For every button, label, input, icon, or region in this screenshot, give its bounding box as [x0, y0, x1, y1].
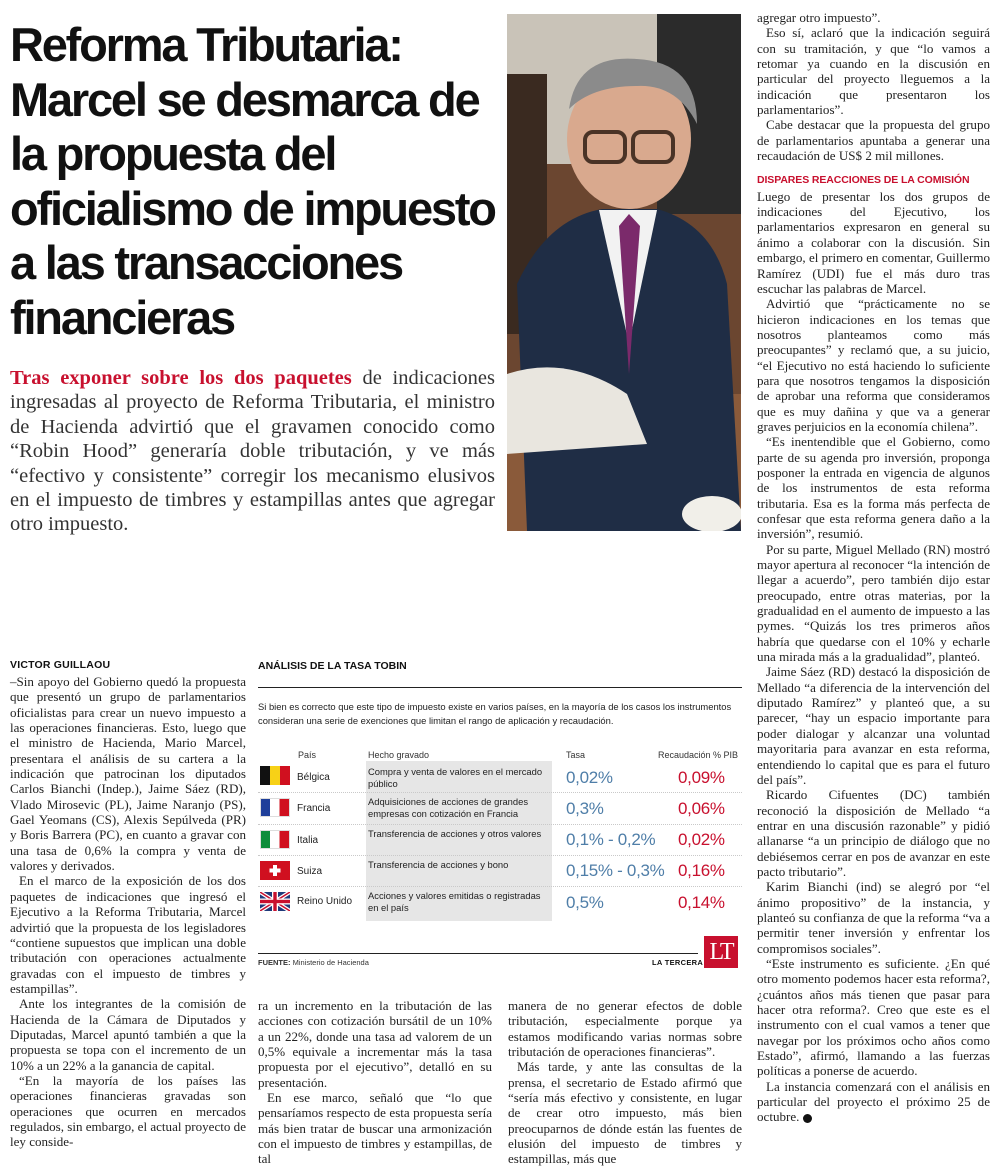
revenue-value: 0,02% — [678, 830, 725, 849]
header-rate: Tasa — [566, 750, 586, 760]
lead-text: de indicaciones ingresadas al proyecto de Reforma Tributaria, el ministro de Hacienda advirtió que el gravamen conocido como “Robin Hood” generaría doble tributación, y ve más “efectivo y consistente” corregir los mecanismo elusivos en el impuesto de timbres y estampillas antes que agregar otro impuesto. — [10, 367, 496, 536]
revenue-value: 0,16% — [678, 861, 725, 880]
revenue-value: 0,09% — [678, 768, 725, 787]
article-column-1 — [10, 674, 246, 1150]
paragraph-final — [757, 1079, 990, 1125]
la-tercera-logo: LT — [704, 936, 738, 968]
divider — [258, 953, 698, 954]
divider — [258, 687, 742, 688]
row-divider — [258, 824, 742, 825]
italy-flag-icon — [260, 830, 290, 849]
france-flag-icon — [260, 798, 290, 817]
article-column-3 — [508, 998, 742, 1167]
paragraph: En ese marco, señaló que “lo que pensaríamos respecto de esta propuesta sería más bien tratar de buscar una armonización con el impuesto de timbres y estampillas, de tal — [258, 1090, 492, 1167]
end-mark-icon: P — [803, 1114, 812, 1123]
header-fact: Hecho gravado — [368, 750, 430, 760]
paragraph: Luego de presentar los dos grupos de indicaciones del Ejecutivo, los parlamentarios expresaron en general su ánimo a colaborar con la discusión. Sin embargo, el primero en comentar, Guillermo Ramírez (UDI) fue el más duro tras escuchar las palabras de Marcel. — [757, 188, 990, 296]
belgium-flag-icon — [260, 766, 290, 785]
paragraph: Eso sí, aclaró que la indicación seguirá con su tramitación, y que “lo vamos a retomar ya cuando en la discusión en particular del proyecto lleguemos a la indicación que presentaron los parlamentarios”. — [757, 25, 990, 118]
rate-value: 0,5% — [566, 893, 604, 912]
row-divider — [258, 886, 742, 887]
table-intro: Si bien es correcto que este tipo de impuesto existe en varios países, en la mayoría de los casos los instrumentos consideran una serie de exenciones que limitan el rango de aplicación y recaudación. — [258, 701, 732, 726]
taxed-fact: Transferencia de acciones y otros valores — [368, 828, 542, 839]
taxed-fact: Transferencia de acciones y bono — [368, 859, 509, 870]
paragraph: Ante los integrantes de la comisión de Hacienda de la Cámara de Diputados y Diputadas, Marcel apuntó también a que la propuesta se topa con el incremento de un 10% a un 22% a la ganancia de capital. — [10, 996, 246, 1073]
paragraph: Karim Bianchi (ind) se alegró por “el ánimo propositivo” de la instancia, y planteó su confianza de que la reforma “va a permitir tener inversión y enfrentar los compromisos sociales”. — [757, 879, 990, 956]
paragraph: Advirtió que “prácticamente no se hicieron indicaciones en los temas que nosotros planteamos como más preocupantes” y reclamó que, a su juicio, “el Ejecutivo no está haciendo lo suficiente para que nosotros tengamos la disposición de aprobar una reforma que consideramos que es muy dañina y que va a generar graves perjuicios en la economía chilena”. — [757, 296, 990, 434]
paragraph: agregar otro impuesto”. — [757, 10, 881, 25]
lead-highlight: Tras exponer sobre los dos paquetes — [10, 367, 352, 389]
source-note — [258, 958, 369, 967]
switzerland-flag-icon — [260, 861, 290, 880]
paragraph: manera de no generar efectos de doble tributación, especialmente porque ya estamos modificando varias normas sobre tributación de operaciones financieras”. — [508, 998, 742, 1060]
rate-value: 0,02% — [566, 768, 613, 787]
photo-illustration — [507, 14, 741, 531]
country-name: Italia — [297, 835, 319, 846]
header-country: País — [298, 750, 317, 760]
paragraph: En el marco de la exposición de los dos paquetes de indicaciones que ingresó el Ejecutivo a la Reforma Tributaria, Marcel advirtió que la propuesta de los legisladores “contiene supuestos que implican una doble tributación con operaciones actualmente gravadas con el impuesto de timbres y estampillas”. — [10, 873, 246, 996]
paragraph: “En la mayoría de los países las operaciones financieras gravadas son operaciones que ocurren en mercados regulados, sin embargo, el actual proyecto de ley conside- — [10, 1072, 246, 1150]
source-label: FUENTE: — [258, 958, 291, 967]
paragraph: Más tarde, y ante las consultas de la prensa, el secretario de Estado afirmó que “sería más efectivo y consistente, en lugar de crear otro impuesto, más bien preocuparnos de dónde están las fuentes de elusión del impuesto de timbres y estampillas, más que — [508, 1059, 742, 1167]
paragraph: Cabe destacar que la propuesta del grupo de parlamentarios apuntaba a generar una recaudación de US$ 2 mil millones. — [757, 117, 990, 164]
headline: Reforma Tributaria: Marcel se desmarca de la propuesta del oficialismo de impuesto a las transacciones financieras — [10, 18, 495, 344]
country-name: Francia — [297, 803, 331, 814]
paragraph: Por su parte, Miguel Mellado (RN) mostró mayor apertura al reconocer “la intención de llegar a acuerdo”, pero también dijo estar preocupado, entre otras materias, por la gradualidad en el aumento de impuesto a las pymes. “Quizás los tres primeros años habría que quedarse con el 10% y echarle una mirada más a la gradualidad”, planteó. — [757, 541, 990, 665]
paragraph: “Es inentendible que el Gobierno, como parte de su agenda pro inversión, proponga posponer la entrada en vigencia de algunos de los instrumentos de esta reforma tributaria. Esa es la forma más perfecta de confesar que esta reforma genera daño a la inversión”, resumió. — [757, 434, 990, 542]
paragraph: ra un incremento en la tributación de las acciones con cotización bursátil de un 10% a un 22%, donde una tasa ad valorem de un 0,5% equivale a incrementar más la tasa propuesta por el ejecutivo”, detalló en su presentación. — [258, 998, 492, 1090]
country-name: Suiza — [297, 866, 323, 877]
paragraph: Jaime Sáez (RD) destacó la disposición de Mellado “a diferencia de la intervención del diputado Ramírez” y planteó que, a su parecer, “hay un espacio importante para poder dialogar y alcanzar una voluntad mayoritaria para avanzar en esta reforma, entendiendo lo capital que es para el futuro del país”. — [757, 664, 990, 787]
rate-value: 0,1% - 0,2% — [566, 830, 656, 849]
rate-value: 0,3% — [566, 799, 604, 818]
row-divider — [258, 855, 742, 856]
brand-name: LA TERCERA — [652, 958, 704, 967]
taxed-fact: Adquisiciones de acciones de grandes empresas con cotización en Francia — [368, 796, 529, 819]
revenue-value: 0,14% — [678, 893, 725, 912]
paragraph: –Sin apoyo del Gobierno quedó la propuesta que presentó un grupo de parlamentarios oficialistas para crear un nuevo impuesto a las operaciones financieras. Esto, luego que el ministro de Hacienda, Mario Marcel, presentara el análisis de su cartera a la indicación que patrocinan los diputados Carlos Bianchi (Indep.), Jaime Sáez (RD), Vlado Mirosevic (PL), Jaime Naranjo (PS), Gael Yeomans (CS), Alexis Sepúlveda (PR) y Boris Barrera (PC), en cuanto a gravar con una tasa de 0,6% la compra y venta de valores y derivados. — [10, 674, 246, 874]
article-column-4 — [757, 10, 990, 1125]
paragraph-text: La instancia comenzará con el análisis en particular del proyecto el próximo 25 de octubre. — [757, 1078, 990, 1125]
tobin-tax-table — [258, 660, 742, 968]
source-text: Ministerio de Hacienda — [292, 958, 369, 967]
header-revenue: Recaudación % PIB — [658, 750, 739, 760]
paragraph: Ricardo Cifuentes (DC) también reconoció la disposición de Mellado “a entrar en una discusión razonable” y pidió allanarse “a un principio de diálogo que no debiésemos cerrar en pos de avanzar en este pacto tributario”. — [757, 787, 990, 879]
section-subhead: DISPARES REACCIONES DE LA COMISIÓN — [757, 174, 970, 187]
table-title: ANÁLISIS DE LA TASA TOBIN — [258, 660, 407, 672]
country-name: Reino Unido — [297, 896, 353, 907]
minister-photo — [507, 14, 741, 531]
uk-flag-icon — [260, 892, 290, 911]
revenue-value: 0,06% — [678, 799, 725, 818]
taxed-fact: Acciones y valores emitidas o registradas en el país — [368, 890, 541, 913]
paragraph: “Este instrumento es suficiente. ¿En qué otro momento podemos hacer esta reforma?, ¿cuántos años más tienen que pasar para hacer otra reforma?. Creo que este es el instrumento con el cual vamos a tener que navegar por los próximos ocho años como Estado”, afirmó, llamando a las fuerzas políticas a ponerse de acuerdo. — [757, 955, 990, 1079]
byline: VICTOR GUILLAOU — [10, 659, 111, 671]
country-name: Bélgica — [297, 772, 330, 783]
taxed-fact: Compra y venta de valores en el mercado público — [368, 766, 543, 789]
article-column-2 — [258, 998, 492, 1167]
lead-paragraph — [10, 366, 495, 537]
rate-value: 0,15% - 0,3% — [566, 861, 665, 880]
row-divider — [258, 792, 742, 793]
